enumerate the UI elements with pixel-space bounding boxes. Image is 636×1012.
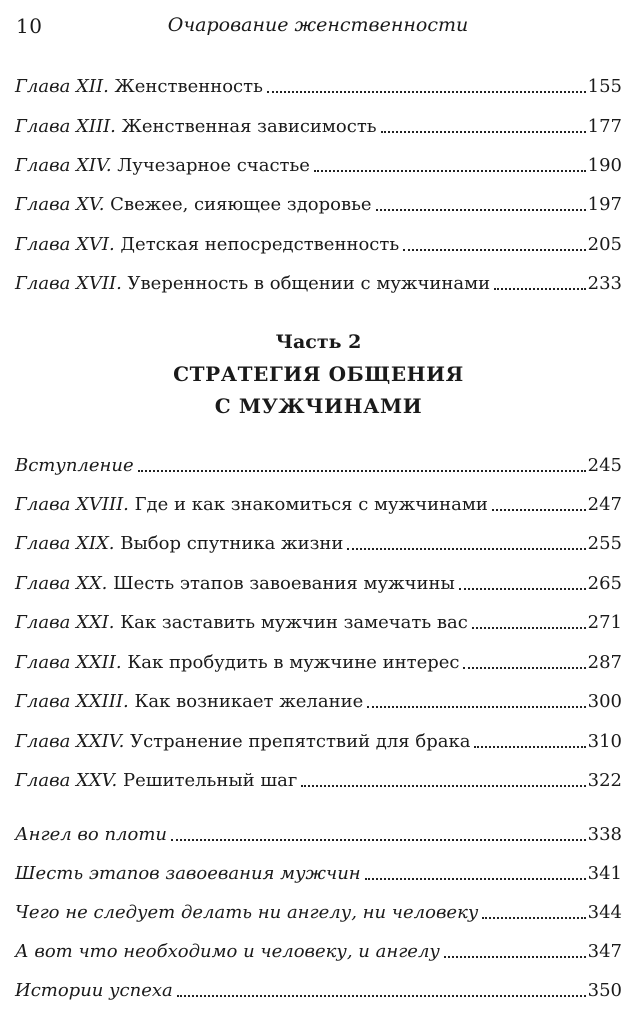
running-title: Очарование женственности (167, 14, 469, 36)
dot-leader (482, 917, 585, 919)
page-ref: 155 (587, 76, 622, 97)
toc-entry[interactable] (15, 484, 622, 514)
chapter-label: Глава XVII. (15, 273, 122, 294)
page-ref: 350 (587, 980, 622, 1001)
chapter-title: Женственность (114, 76, 263, 97)
dot-leader (463, 667, 585, 669)
chapter-title: Как пробудить в мужчине интерес (127, 652, 460, 673)
page-ref: 347 (587, 941, 622, 962)
toc-entry[interactable] (15, 263, 622, 293)
dot-leader (494, 288, 586, 290)
toc-entry[interactable] (15, 145, 622, 175)
page-ref: 338 (587, 824, 622, 845)
page-ref: 300 (587, 691, 622, 712)
chapter-label: Глава XXIV. (15, 731, 125, 752)
part-number: Часть 2 (275, 331, 362, 353)
toc-entry[interactable] (15, 931, 622, 961)
chapter-title: Где и как знакомиться с мужчинами (134, 494, 488, 515)
page-ref: 287 (587, 652, 622, 673)
chapter-title: Устранение препятствий для брака (130, 731, 471, 752)
page-number: 10 (16, 14, 43, 38)
chapter-label: Глава XXIII. (15, 691, 129, 712)
dot-leader (381, 131, 586, 133)
page-ref: 177 (587, 116, 622, 137)
dot-leader (459, 588, 586, 590)
toc-entry[interactable] (15, 563, 622, 593)
page-ref: 245 (587, 455, 622, 476)
toc-entry[interactable] (15, 892, 622, 922)
section-title: Ангел во плоти (15, 824, 168, 845)
chapter-label: Вступление (15, 455, 134, 476)
toc-entry[interactable] (15, 853, 622, 883)
chapter-label: Глава XX. (15, 573, 108, 594)
chapter-label: Глава XIV. (15, 155, 112, 176)
chapter-label: Глава XII. (15, 76, 109, 97)
chapter-label: Глава XXV. (15, 770, 118, 791)
part-title-line-2: С МУЖЧИНАМИ (214, 394, 423, 418)
section-title: Истории успеха (15, 980, 173, 1001)
toc-entry[interactable] (15, 445, 622, 475)
chapter-title: Детская непосредственность (120, 234, 400, 255)
dot-leader (138, 470, 586, 472)
page-ref: 265 (587, 573, 622, 594)
toc-entry[interactable] (15, 66, 622, 96)
chapter-title: Лучезарное счастье (117, 155, 310, 176)
page-ref: 341 (587, 863, 622, 884)
dot-leader (314, 170, 586, 172)
toc-entry[interactable] (15, 642, 622, 672)
dot-leader (365, 878, 586, 880)
chapter-title: Свежее, сияющее здоровье (110, 194, 372, 215)
chapter-title: Шесть этапов завоевания мужчины (113, 573, 455, 594)
page-ref: 255 (587, 533, 622, 554)
dot-leader (301, 785, 585, 787)
chapter-label: Глава XVI. (15, 234, 115, 255)
toc-entry[interactable] (15, 602, 622, 632)
toc-entry[interactable] (15, 760, 622, 790)
table-of-contents (15, 0, 622, 1012)
page-ref: 310 (587, 731, 622, 752)
dot-leader (177, 995, 586, 997)
toc-entry[interactable] (15, 814, 622, 844)
toc-entry[interactable] (15, 106, 622, 136)
dot-leader (403, 249, 586, 251)
dot-leader (367, 706, 585, 708)
chapter-label: Глава XIII. (15, 116, 116, 137)
page-ref: 233 (587, 273, 622, 294)
page-ref: 197 (587, 194, 622, 215)
dot-leader (444, 956, 586, 958)
chapter-title: Женственная зависимость (121, 116, 377, 137)
chapter-label: Глава XXI. (15, 612, 115, 633)
page-ref: 205 (587, 234, 622, 255)
dot-leader (474, 746, 585, 748)
chapter-title: Как заставить мужчин замечать вас (120, 612, 468, 633)
section-title: Чего не следует делать ни ангелу, ни человеку (15, 902, 479, 923)
chapter-title: Как возникает желание (134, 691, 364, 712)
dot-leader (267, 91, 586, 93)
dot-leader (171, 839, 586, 841)
page-ref: 271 (587, 612, 622, 633)
toc-entry[interactable] (15, 681, 622, 711)
page-ref: 344 (587, 902, 622, 923)
dot-leader (472, 627, 586, 629)
chapter-label: Глава XIX. (15, 533, 115, 554)
chapter-label: Глава XV. (15, 194, 105, 215)
page-ref: 247 (587, 494, 622, 515)
page-ref: 190 (587, 155, 622, 176)
dot-leader (492, 509, 586, 511)
chapter-label: Глава XXII. (15, 652, 122, 673)
page-ref: 322 (587, 770, 622, 791)
section-title: Шесть этапов завоевания мужчин (15, 863, 361, 884)
chapter-title: Решительный шаг (122, 770, 298, 791)
chapter-label: Глава XVIII. (15, 494, 129, 515)
chapter-title: Выбор спутника жизни (120, 533, 344, 554)
dot-leader (376, 209, 586, 211)
toc-entry[interactable] (15, 970, 622, 1000)
section-title: А вот что необходимо и человеку, и ангелу (15, 941, 440, 962)
toc-entry[interactable] (15, 224, 622, 254)
toc-entry[interactable] (15, 523, 622, 553)
chapter-title: Уверенность в общении с мужчинами (127, 273, 491, 294)
toc-entry[interactable] (15, 721, 622, 751)
part-title-line-1: СТРАТЕГИЯ ОБЩЕНИЯ (173, 362, 464, 386)
dot-leader (347, 548, 585, 550)
toc-entry[interactable] (15, 184, 622, 214)
